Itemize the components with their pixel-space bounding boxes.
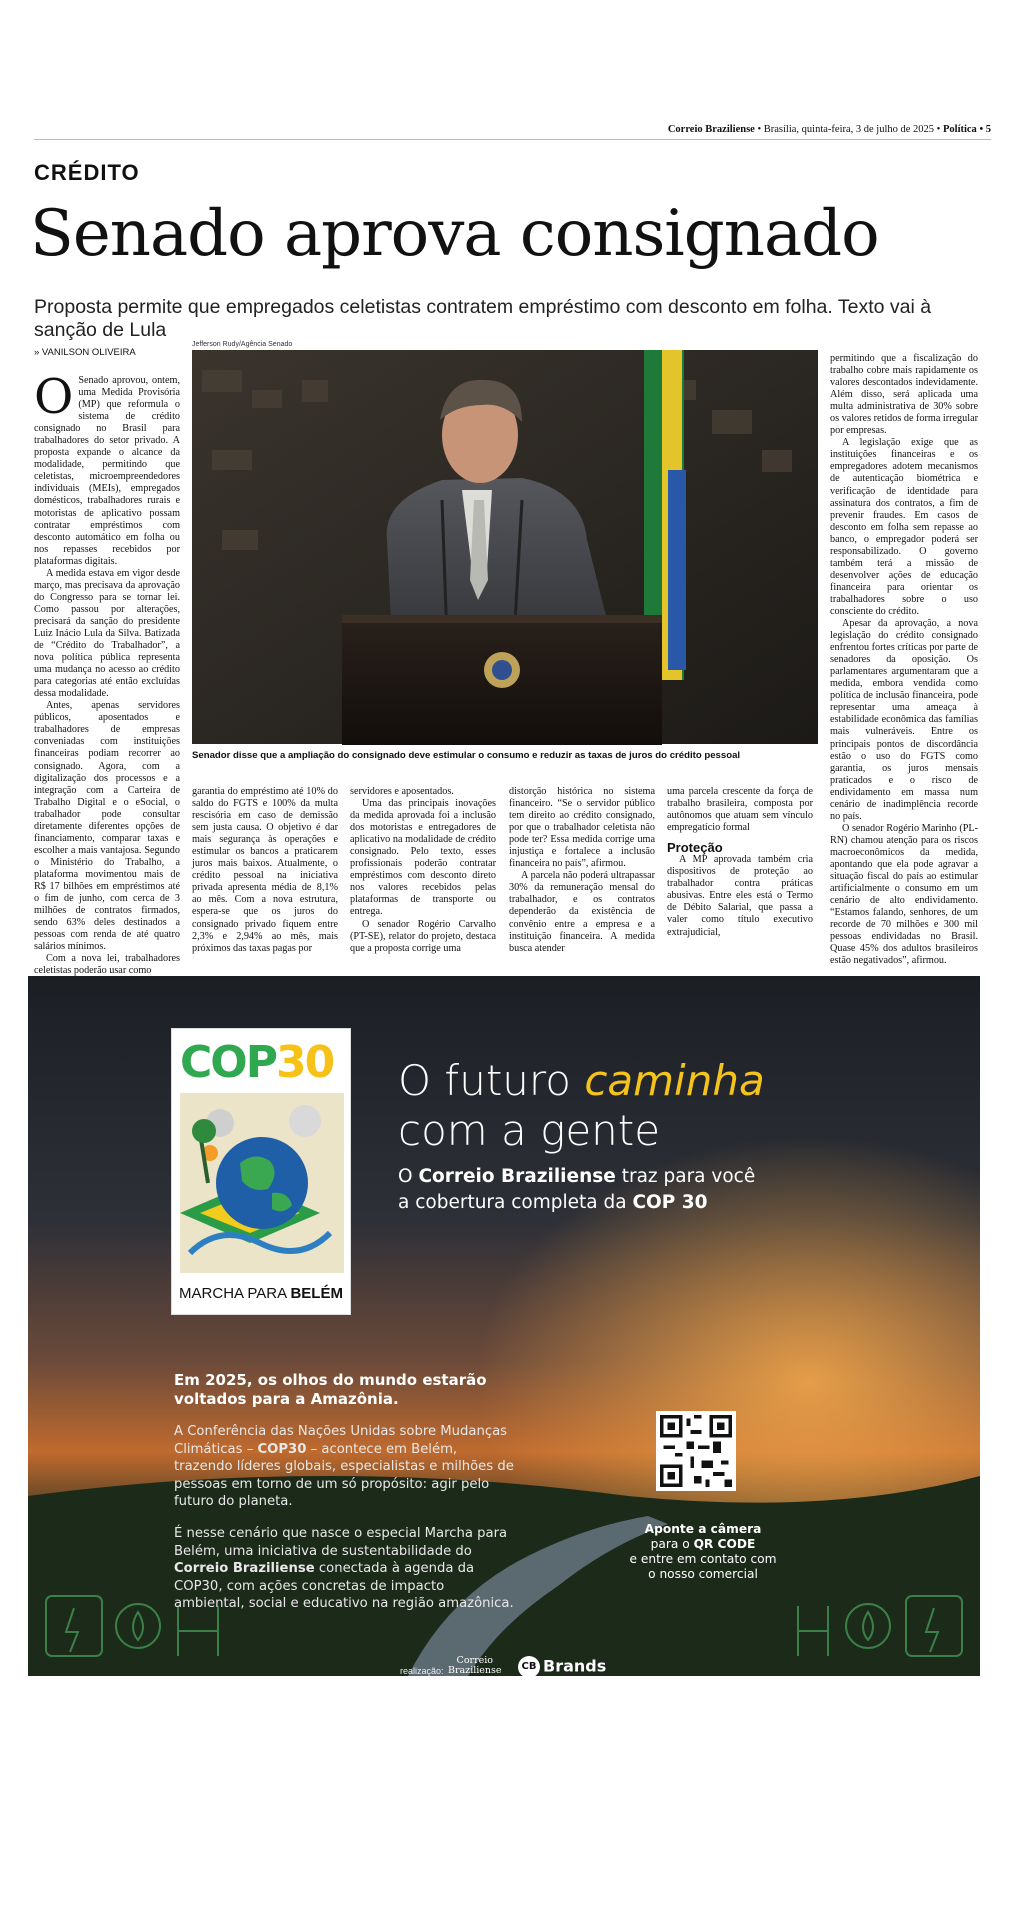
header-dateline: • Brasília, quinta-feira, 3 de julho de 2025 • xyxy=(757,124,941,135)
paragraph: distorção histórica no sistema financeiro. “Se o servidor público tem direito ao crédito consignado, por que o trabalhador celetista não pode ter? Essa medida corrige uma injustiça e fortalece a inclusão financeira no país”, afirmou. xyxy=(509,786,655,870)
photo-credit: Jefferson Rudy/Agência Senado xyxy=(192,341,293,348)
paragraph: Apesar da aprovação, a nova legislação do crédito consignado enfrentou fortes críticas por parte de senadores da oposição. Os parlamentares argumentaram que a medida, embora vendida como política de inclusão financeira, pode representar uma ameaça à estabilidade econômica das famílias mais vulneráveis. Entre os principais pontos de discordância estão o uso do FGTS como garantia, os juros mensais praticados e o risco de endividamento em massa num cenário de inadimplência recorde no país. xyxy=(830,618,978,822)
ad-footer-label: realização: xyxy=(400,1666,444,1676)
paragraph: A MP aprovada também cria dispositivos de proteção ao trabalhador contra práticas abusivas. Entre eles está o Termo de Débito Salarial, que passa a valer como título executivo extrajudicial, xyxy=(667,854,813,938)
byline: » VANILSON OLIVEIRA xyxy=(34,347,136,358)
senator-photo xyxy=(192,350,818,744)
column-5 xyxy=(667,786,813,936)
paragraph: O senador Rogério Carvalho (PT-SE), relator do projeto, destaca que a proposta corrige uma xyxy=(350,918,496,954)
paragraph: servidores e aposentados. xyxy=(350,786,454,797)
correio-braziliense-logo: Correio Braziliense xyxy=(448,1655,502,1676)
paragraph: A parcela não poderá ultrapassar 30% da remuneração mensal do trabalhador, e os contratos dependerão da existência de convênio entre a empresa e a instituição financeira. A medida busca atender xyxy=(509,870,655,954)
column-2 xyxy=(192,786,338,954)
paragraph: A legislação exige que as instituições financeiras e os empregadores adotem mecanismos de autenticação biométrica e verificação de identidade para assinatura dos contratos, a fim de prevenir fraudes. Em casos de desconto em folha sem repasse ao banco, o empregador poderá ser responsabilizado. O governo também terá a missão de desenvolver ações de educação financeira para orientar os trabalhadores sobre o uso consciente do crédito. xyxy=(830,437,978,617)
paragraph: uma parcela crescente da força de trabalho brasileira, composta por autônomos que atuam sem vínculo empregatício formal xyxy=(667,786,813,834)
ad-body xyxy=(174,1371,514,1627)
ad-title: O futuro caminha com a gente xyxy=(398,1056,765,1155)
cop30-advertisement xyxy=(28,976,980,1676)
ad-subtitle: O Correio Braziliense traz para você a cobertura completa da COP 30 xyxy=(398,1166,756,1213)
paragraph: A medida estava em vigor desde março, mas precisava da aprovação do Congresso para se tornar lei. Como passou por alterações, precisará da sanção do presidente Luiz Inácio Lula da Silva. Batizada de “Crédito do Trabalhador”, a nova política pública representa uma mudança no acesso ao crédito para categorias até então excluídas dessa modalidade. xyxy=(34,567,180,700)
ad-body-heading: Em 2025, os olhos do mundo estarão voltados para a Amazônia. xyxy=(174,1371,487,1408)
paragraph: Antes, apenas servidores públicos, aposentados e trabalhadores de empresas conveniadas com instituições financeiras podiam recorrer ao consignado. Agora, com a digitalização dos processos e a integração com a Carteira de Trabalho Digital e o eSocial, o trabalhador pode consultar diretamente diferentes opções de financiamento, comparar taxas e escolher a mais vantajosa. Segundo o Ministério do Trabalho, a plataforma movimentou mais de R$ 17 bilhões em empréstimos até o fim de junho, com cerca de 3 milhões de contratos firmados, sendo 63% deles destinados a pessoas com renda de até quatro salários mínimos. xyxy=(34,700,180,953)
page-header xyxy=(34,124,991,140)
photo-caption: Senador disse que a ampliação do consignado deve estimular o consumo e reduzir as taxas de juros do crédito pessoal xyxy=(192,750,741,761)
qr-instructions: Aponte a câmera para o QR CODE e entre em contato com o nosso comercial xyxy=(629,1522,777,1581)
header-paper: Correio Braziliense xyxy=(667,124,755,135)
subhead: Proposta permite que empregados celetistas contratem empréstimo com desconto em folha. Texto vai à sanção de Lula xyxy=(34,296,932,341)
qr-code[interactable] xyxy=(656,1411,736,1491)
header-page: • 5 xyxy=(979,124,991,135)
earth-illustration xyxy=(180,1093,344,1273)
drop-cap: O xyxy=(34,369,74,425)
subheading-protecao: Proteção xyxy=(667,840,723,856)
header-section: Política xyxy=(942,124,977,135)
column-1 xyxy=(34,369,180,977)
ad-body-paragraph-2: É nesse cenário que nasce o especial Marcha para Belém, uma iniciativa de sustentabilidade do Correio Braziliense conectada à agenda da COP30, com ações concretas de impacto ambiental, social e educativo na região amazônica. xyxy=(174,1525,514,1612)
paragraph: O senador Rogério Marinho (PL-RN) chamou atenção para os riscos macroeconômicos da medida, apontando que ela pode agravar a situação fiscal do país ao estimular artificialmente o consumo em um cenário de alto endividamento. “Estamos falando, senhores, de um recorde de 70 milhões e 300 mil pessoas endividadas no Brasil. Quase 45% dos adultos brasileiros estão negativados”, afirmou. xyxy=(830,822,978,967)
cb-brands-logo: CB Brands xyxy=(518,1656,606,1678)
ad-body-paragraph-1: A Conferência das Nações Unidas sobre Mudanças Climáticas – COP30 – acontece em Belém, trazendo líderes globais, especialistas e milhões de pessoas em torno de um só propósito: agir pelo futuro do planeta. xyxy=(174,1424,514,1510)
paragraph: O Senado aprovou, ontem, uma Medida Provisória (MP) que reformula o sistema de crédito consignado no Brasil para trabalhadores do setor privado. A proposta expande o alcance da modalidade, permitindo que celetistas, microempreendedores individuais (MEIs), empregados domésticos, trabalhadores rurais e motoristas de aplicativo possam contratar empréstimos com desconto automático em folha ou nos repasses recebidos por plataformas digitais. xyxy=(34,369,180,567)
paragraph: Com a nova lei, trabalhadores celetistas poderão usar como xyxy=(34,953,180,977)
column-6 xyxy=(830,353,978,967)
section-kicker: CRÉDITO xyxy=(34,160,140,185)
cop30-card xyxy=(171,1028,351,1315)
marcha-label: MARCHA PARA BELÉM xyxy=(179,1285,343,1302)
headline: Senado aprova consignado xyxy=(30,197,879,271)
paragraph: garantia do empréstimo até 10% do saldo do FGTS e 100% da multa rescisória em caso de demissão sem justa causa. O objetivo é dar mais segurança às operações e estimular os bancos a praticarem juros mais baixos. Atualmente, o crédito pessoal na iniciativa privada apresenta média de 8,1% ao mês. Com a nova estrutura, espera-se que os juros do consignado privado fiquem entre 2,3% e 2,94% ao mês, mais próximos das taxas pagas por xyxy=(192,786,338,954)
column-4 xyxy=(509,786,655,954)
cop30-logo: COP30 xyxy=(180,1037,334,1088)
paragraph: Uma das principais inovações da medida aprovada foi a inclusão dos motoristas e entregadores de aplicativo na modalidade de crédito consignado. Pelo texto, esses profissionais poderão contratar empréstimos com desconto direto nos valores recebidos pelas plataformas de transporte ou entrega. xyxy=(350,798,496,918)
column-3 xyxy=(350,786,496,954)
paragraph: permitindo que a fiscalização do trabalho cobre mais rapidamente os valores descontados indevidamente. Além disso, será aplicada uma multa administrativa de 30% sobre os valores retidos de forma irregular por empresas. xyxy=(830,353,978,437)
